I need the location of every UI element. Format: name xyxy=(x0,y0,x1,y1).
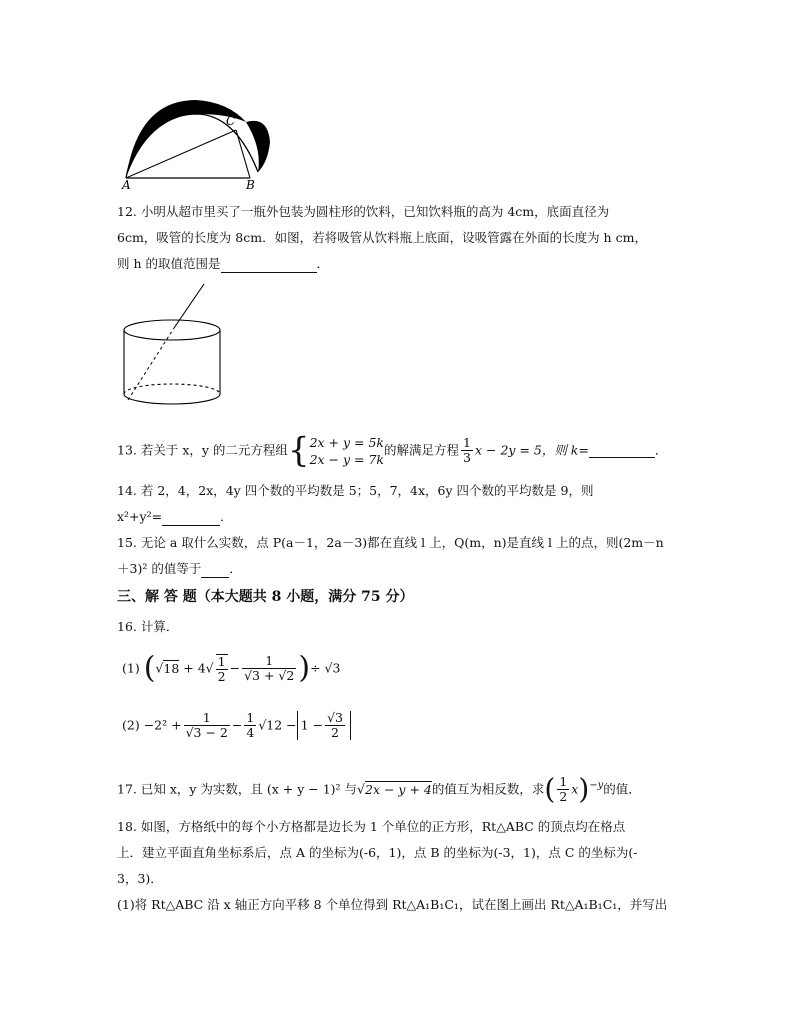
q14-line1: 14. 若 2，4，2x，4y 四个数的平均数是 5；5，7，4x，6y 四个数的平均数是 9，则 xyxy=(117,483,594,498)
equation-system: 2x + y = 5k 2x − y = 7k xyxy=(309,434,384,467)
q18-line4: (1)将 Rt△ABC 沿 x 轴正方向平移 8 个单位得到 Rt△A₁B₁C₁，试在图上画出 Rt△A₁B₁C₁，并写出 xyxy=(117,897,668,912)
q18-line3: 3，3)． xyxy=(117,871,163,886)
q15-line1: 15. 无论 a 取什么实数，点 P(a－1，2a－3)都在直线 l 上，Q(m，n)是直线 l 上的点，则(2m－n xyxy=(117,535,664,550)
q16-part2: (2) −2² + $\frac{1}{√3 - 2}$ − $\frac{1}{4}$ √12 − 1 − $\frac{√3}{2}$ xyxy=(122,703,351,747)
q18-line1: 18. 如图，方格纸中的每个小方格都是边长为 1 个单位的正方形，Rt△ABC 的顶点均在格点 xyxy=(117,819,626,834)
label-c: C xyxy=(226,114,236,128)
fraction: $\frac{1}{3}$ xyxy=(463,435,471,465)
q16-part1: (1) (√18 + 4√ $\frac{1}{2}$ − $\frac{1}{√3 + √2}$ )÷ √3 xyxy=(122,650,341,686)
section-heading: 三、解 答 题（本大题共 8 小题，满分 75 分） xyxy=(117,589,414,605)
q12-line3-text: 则 h 的取值范围是 xyxy=(117,256,221,271)
q14-line2: x²+y²= ． xyxy=(117,509,233,524)
q17: 17. 已知 x，y 为实数，且 (x + y − 1)² 与√2x − y + 4的值互为相反数，求( $\frac{1}{2}$ x)$^{-y}$的值． xyxy=(117,772,641,806)
q15-line2: ＋3)² 的值等于 ． xyxy=(117,561,242,576)
label-b: B xyxy=(246,178,255,192)
q18-line2: 上．建立平面直角坐标系后，点 A 的坐标为(-6，1)，点 B 的坐标为(-3，1)，点 C 的坐标为(- xyxy=(117,845,638,860)
answer-blank xyxy=(201,563,229,578)
crescent-figure xyxy=(118,92,278,192)
q12-line2: 6cm，吸管的长度为 8cm．如图，若将吸管从饮料瓶上底面，设吸管露在外面的长度为 h cm， xyxy=(117,230,647,245)
answer-blank xyxy=(162,511,220,526)
q13: 13. 若关于 x，y 的二元方程组{ 2x + y = 5k 2x − y = 7k 的解满足方程 $\frac{1}{3}$ x − 2y = 5，则 k= ． xyxy=(117,430,668,471)
answer-blank xyxy=(221,258,317,273)
answer-blank xyxy=(589,443,655,458)
label-a: A xyxy=(122,178,131,192)
q16-title: 16. 计算． xyxy=(117,619,179,634)
q12-line3: 则 h 的取值范围是 ． xyxy=(117,256,330,271)
q12-line1: 12. 小明从超市里买了一瓶外包装为圆柱形的饮料，已知饮料瓶的高为 4cm，底面直径为 xyxy=(117,204,610,219)
cylinder-straw-figure xyxy=(118,282,230,408)
